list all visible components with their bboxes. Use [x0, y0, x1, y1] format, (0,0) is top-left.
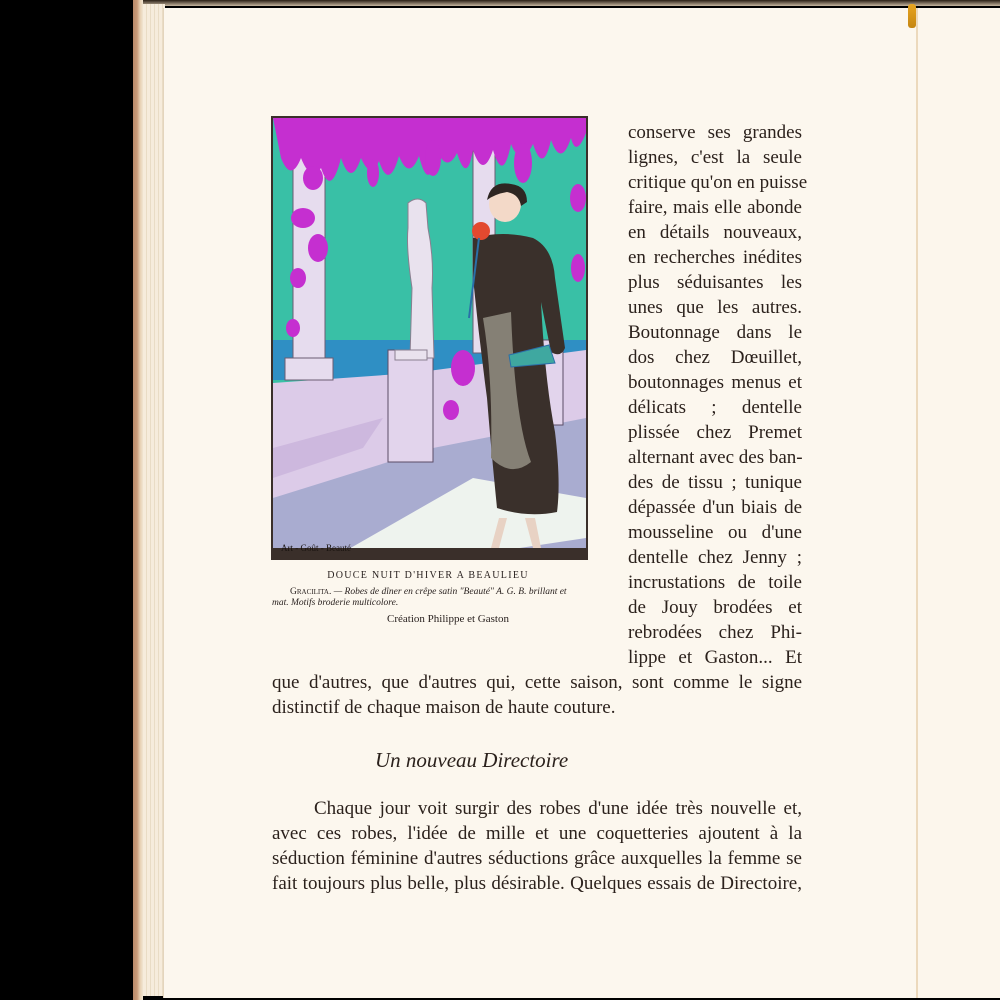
- text-line: plus séduisantes les: [628, 272, 802, 293]
- facing-page-edge: [916, 8, 1000, 998]
- paragraph-1-continuation: [272, 670, 802, 720]
- text-line: dos chez Dœuillet,: [628, 347, 802, 368]
- text-line: dépassée d'un biais de: [628, 497, 802, 518]
- fashion-plate-illustration: [271, 116, 588, 560]
- plate-credit-text: Art - Goût - Beauté: [281, 543, 351, 553]
- caption-title: DOUCE NUIT D'HIVER A BEAULIEU: [327, 570, 529, 581]
- text-line: délicats ; dentelle: [628, 397, 802, 418]
- caption-credit: Création Philippe et Gaston: [387, 613, 509, 625]
- text-line: fait toujours plus belle, plus désirable. Quelques essais de Directoire,: [272, 873, 802, 894]
- text-line: avec ces robes, l'idée de mille et une coquetteries ajoutent à la: [272, 823, 802, 844]
- text-line: conserve ses grandes: [628, 122, 802, 143]
- text-line: lippe et Gaston... Et: [628, 647, 802, 668]
- text-line: de Jouy brodées et: [628, 597, 802, 618]
- text-line: rebrodées chez Phi-: [628, 622, 802, 643]
- book-top-edge: [133, 0, 1000, 6]
- text-line: dentelle chez Jenny ;: [628, 547, 802, 568]
- caption-model-name: Gracilita.: [290, 587, 332, 597]
- text-line: en détails nouveaux,: [628, 222, 802, 243]
- text-line: mousseline ou d'une: [628, 522, 802, 543]
- text-line: que d'autres, que d'autres qui, cette saison, sont comme le signe: [272, 672, 802, 693]
- text-line: unes que les autres.: [628, 297, 802, 318]
- text-line: critique qu'on en puisse: [628, 172, 808, 193]
- section-heading: Un nouveau Directoire: [375, 748, 569, 772]
- text-line: en recherches inédites: [628, 247, 802, 268]
- text-line: faire, mais elle abonde: [628, 197, 802, 218]
- paragraph-2: [272, 796, 802, 896]
- text-line: des de tissu ; tunique: [628, 472, 802, 493]
- text-line: incrustations de toile: [628, 572, 802, 593]
- bookmark-thread: [908, 4, 916, 28]
- text-line: alternant avec des ban-: [628, 447, 803, 468]
- plate-caption: [272, 570, 584, 625]
- page-stack-edges: [143, 4, 165, 996]
- right-text-column: [628, 120, 808, 670]
- illustration-artwork: [273, 118, 586, 558]
- text-line: boutonnages menus et: [628, 372, 802, 393]
- book-binding-edge: [133, 0, 143, 1000]
- text-line: séduction féminine d'autres séductions grâce auxquelles la femme se: [272, 848, 802, 869]
- text-line: plissée chez Premet: [628, 422, 802, 443]
- text-line: lignes, c'est la seule: [628, 147, 802, 168]
- text-line: Chaque jour voit surgir des robes d'une idée très nouvelle et,: [314, 798, 802, 819]
- text-line: distinctif de chaque maison de haute couture.: [272, 697, 616, 718]
- text-line: Boutonnage dans le: [628, 322, 802, 343]
- caption-description-text: — Robes de dîner en crêpe satin "Beauté" A. G. B. brillant et mat. Motifs broderie multicolore.: [272, 587, 567, 608]
- caption-description: [272, 587, 584, 609]
